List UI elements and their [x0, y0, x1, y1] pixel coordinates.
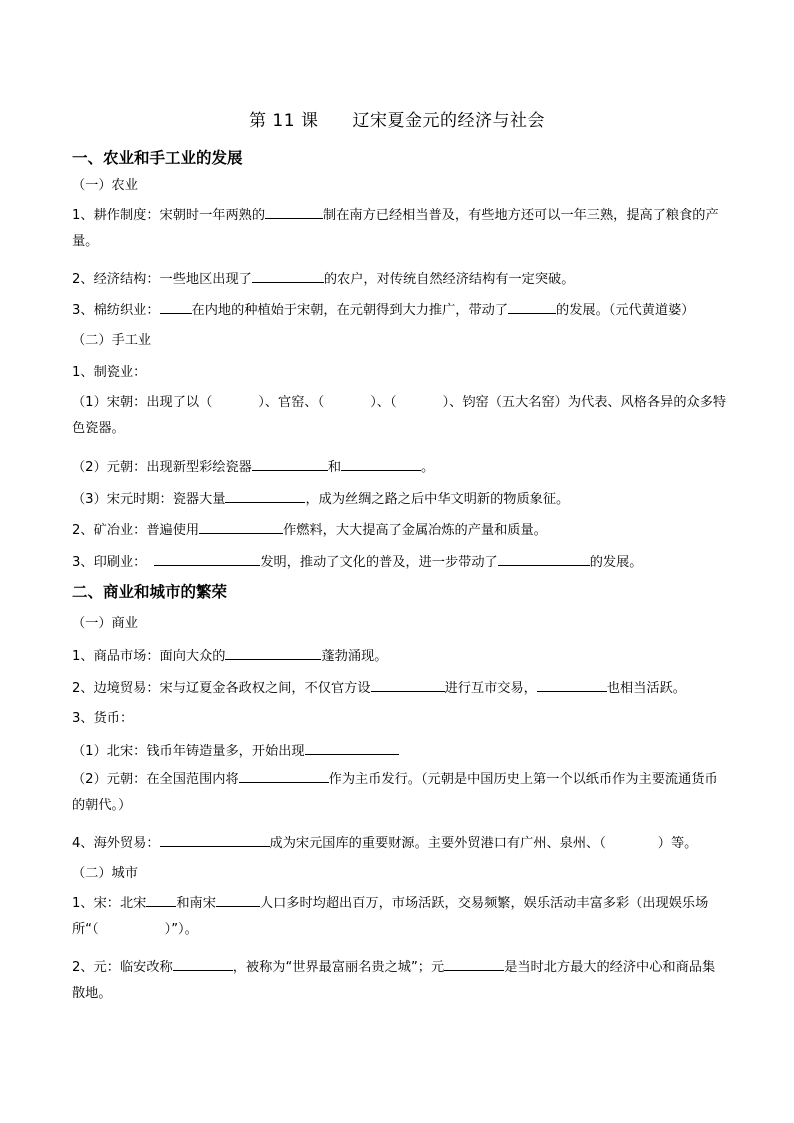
fill-blank[interactable]	[199, 519, 283, 534]
fill-blank[interactable]	[225, 645, 321, 660]
fill-blank[interactable]	[173, 956, 233, 971]
item-song-cities: 1、宋：北宋 和南宋 人口多时均超出百万，市场活跃，交易频繁，娱乐活动丰富多彩（出现娱乐场所“（ ）”）。	[72, 891, 727, 943]
item-song-yuan-porcelain: （3）宋元时期：瓷器大量 ，成为丝绸之路之后中华文明新的物质象征。	[72, 488, 727, 510]
fill-blank[interactable]	[508, 299, 556, 314]
page-title	[0, 106, 794, 131]
fill-blank[interactable]	[252, 456, 328, 471]
fill-blank[interactable]	[265, 204, 323, 219]
subheading-handicraft: （二）手工业	[72, 333, 152, 348]
fill-blank[interactable]	[444, 956, 504, 971]
subheading-agriculture: （一）农业	[72, 178, 138, 193]
item-yuan-cities: 2、元：临安改称 ，被称为“世界最富丽名贵之城”；元 是当时北方最大的经济中心和商品集散地。	[72, 955, 727, 1007]
item-porcelain: 1、制瓷业：	[72, 365, 147, 380]
item-northern-song-currency: （1）北宋：钱币年铸造量多，开始出现	[72, 740, 727, 762]
fill-blank[interactable]	[305, 740, 399, 755]
section-heading-commerce-cities: 二、商业和城市的繁荣	[72, 583, 228, 601]
fill-blank[interactable]	[160, 832, 270, 847]
lesson-topic: 辽宋夏金元的经济与社会	[352, 111, 545, 131]
item-printing: 3、印刷业： 发明，推动了文化的普及，进一步带动了 的发展。	[72, 551, 727, 573]
fill-blank[interactable]	[216, 892, 260, 907]
item-yuan-porcelain: （2）元朝：出现新型彩绘瓷器 和 。	[72, 456, 727, 478]
subheading-cities: （二）城市	[72, 866, 138, 881]
fill-blank[interactable]	[154, 551, 260, 566]
item-border-trade: 2、边境贸易：宋与辽夏金各政权之间，不仅官方设 进行互市交易， 也相当活跃。	[72, 677, 727, 699]
item-currency: 3、货币：	[72, 711, 134, 726]
item-overseas-trade: 4、海外贸易： 成为宋元国库的重要财源。主要外贸港口有广州、泉州、（ ）等。	[72, 832, 727, 854]
item-yuan-currency: （2）元朝：在全国范围内将 作为主币发行。（元朝是中国历史上第一个以纸币作为主要流通货币的朝代。）	[72, 767, 727, 819]
item-cotton-textile: 3、棉纺织业： 在内地的种植始于宋朝，在元朝得到大力推广，带动了 的发展。（元代黄道婆）	[72, 299, 727, 321]
section-heading-agriculture-handicraft: 一、农业和手工业的发展	[72, 149, 243, 167]
subheading-commerce: （一）商业	[72, 616, 138, 631]
item-economic-structure: 2、经济结构：一些地区出现了 的农户，对传统自然经济结构有一定突破。	[72, 268, 727, 290]
fill-blank[interactable]	[239, 768, 329, 783]
lesson-number: 第 11 课	[249, 111, 319, 131]
item-song-porcelain: （1）宋朝：出现了以（ ）、官窑、（ ）、（ ）、钧窑（五大名窑）为代表、风格各异的众多特色瓷器。	[72, 395, 727, 436]
item-markets: 1、商品市场：面向大众的 蓬勃涌现。	[72, 645, 727, 667]
fill-blank[interactable]	[498, 551, 590, 566]
item-farming-system: 1、耕作制度：宋朝时一年两熟的 制在南方已经相当普及，有些地方还可以一年三熟，提高了粮食的产量。	[72, 203, 727, 255]
fill-blank[interactable]	[146, 892, 176, 907]
item-mining: 2、矿冶业：普遍使用 作燃料，大大提高了金属冶炼的产量和质量。	[72, 519, 727, 541]
fill-blank[interactable]	[252, 268, 324, 283]
fill-blank[interactable]	[225, 488, 305, 503]
fill-blank[interactable]	[341, 456, 421, 471]
fill-blank[interactable]	[371, 677, 445, 692]
fill-blank[interactable]	[537, 677, 607, 692]
fill-blank[interactable]	[160, 299, 192, 314]
